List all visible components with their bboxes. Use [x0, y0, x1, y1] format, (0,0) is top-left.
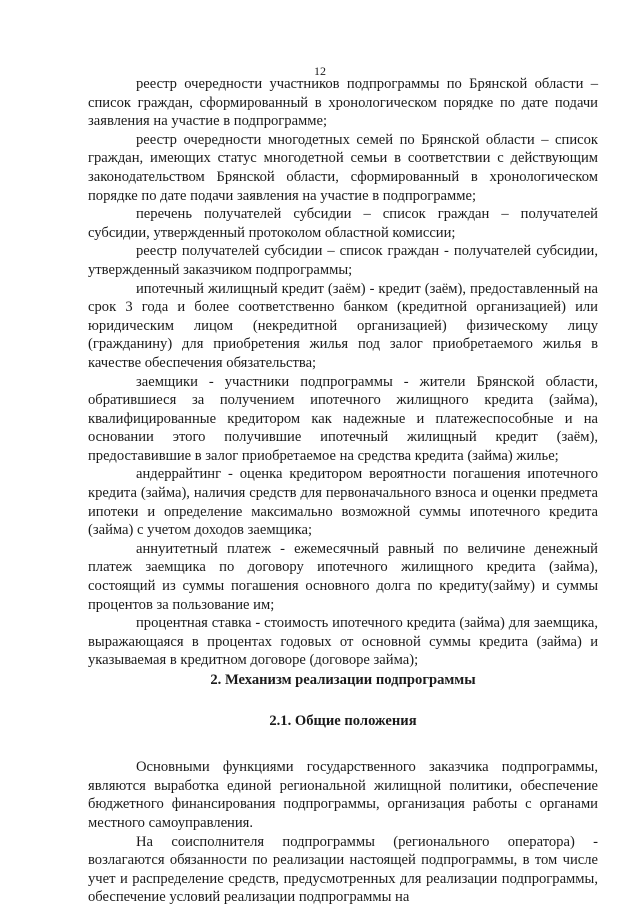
- definition-paragraph: реестр получателей субсидии – список граждан - получателей субсидии, утвержденный заказчиком подпрограммы;: [88, 243, 598, 278]
- page-number: 12: [314, 64, 326, 78]
- definition-paragraph: ипотечный жилищный кредит (заём) - кредит (заём), предоставленный на срок 3 года и более соответственно банком (кредитной организацией) или юридическим лицом (некредитной организацией) физическому лицу (гражданину) для приобретения жилья под залог приобретаемого жилья в качестве обеспечения обязательства;: [88, 280, 598, 371]
- definition-paragraph: заемщики - участники подпрограммы - жители Брянской области, обратившиеся за получением ипотечного жилищного кредита (займа), квалифицированные кредитором как надежные и платежеспособные и на основании этого получившие ипотечный жилищный кредит (заём), предоставившие в залог приобретаемое на средства кредита (займа) жилье;: [88, 373, 598, 464]
- document-body: [88, 75, 598, 907]
- definition-paragraph: перечень получателей субсидии – список граждан – получателей субсидии, утвержденный протоколом областной комиссии;: [88, 206, 598, 241]
- definition-paragraph: аннуитетный платеж - ежемесячный равный по величине денежный платеж заемщика по договору ипотечного жилищного кредита (займа), состоящий из суммы погашения основного долга по кредиту(займу) и суммы процентов за пользование им;: [88, 540, 598, 613]
- body-paragraph: Основными функциями государственного заказчика подпрограммы, являются выработка единой региональной жилищной политики, обеспечение бюджетного финансирования подпрограммы, организация работы с органами местного самоуправления.: [88, 759, 598, 831]
- definition-paragraph: процентная ставка - стоимость ипотечного кредита (займа) для заемщика, выражающаяся в процентах годовых от основной суммы кредита (займа) и указываемая в кредитном договоре (договоре займа);: [88, 615, 598, 669]
- definition-paragraph: реестр очередности многодетных семей по Брянской области – список граждан, имеющих статус многодетной семьи в соответствии с действующим законодательством Брянской области, сформированный в хронологическом порядке по дате подачи заявления на участие в подпрограмме;: [88, 131, 598, 204]
- definition-paragraph: реестр очередности участников подпрограммы по Брянской области – список граждан, сформированный в хронологическом порядке по дате подачи заявления на участие в подпрограмме;: [88, 76, 598, 130]
- definition-paragraph: андеррайтинг - оценка кредитором вероятности погашения ипотечного кредита (займа), наличия средств для первоначального взноса и оценки предмета ипотеки и определение максимально возможной суммы ипотечного кредита (займа) с учетом доходов заемщика;: [88, 466, 598, 539]
- subsection-heading: 2.1. Общие положения: [269, 712, 417, 729]
- section-heading: 2. Механизм реализации подпрограммы: [210, 672, 476, 688]
- body-paragraph: На соисполнителя подпрограммы (регионального оператора) - возлагаются обязанности по реализации настоящей подпрограммы, в том числе учет и распределение средств, предусмотренных для реализации подпрограммы, обеспечение условий реализации подпрограммы на: [88, 833, 598, 906]
